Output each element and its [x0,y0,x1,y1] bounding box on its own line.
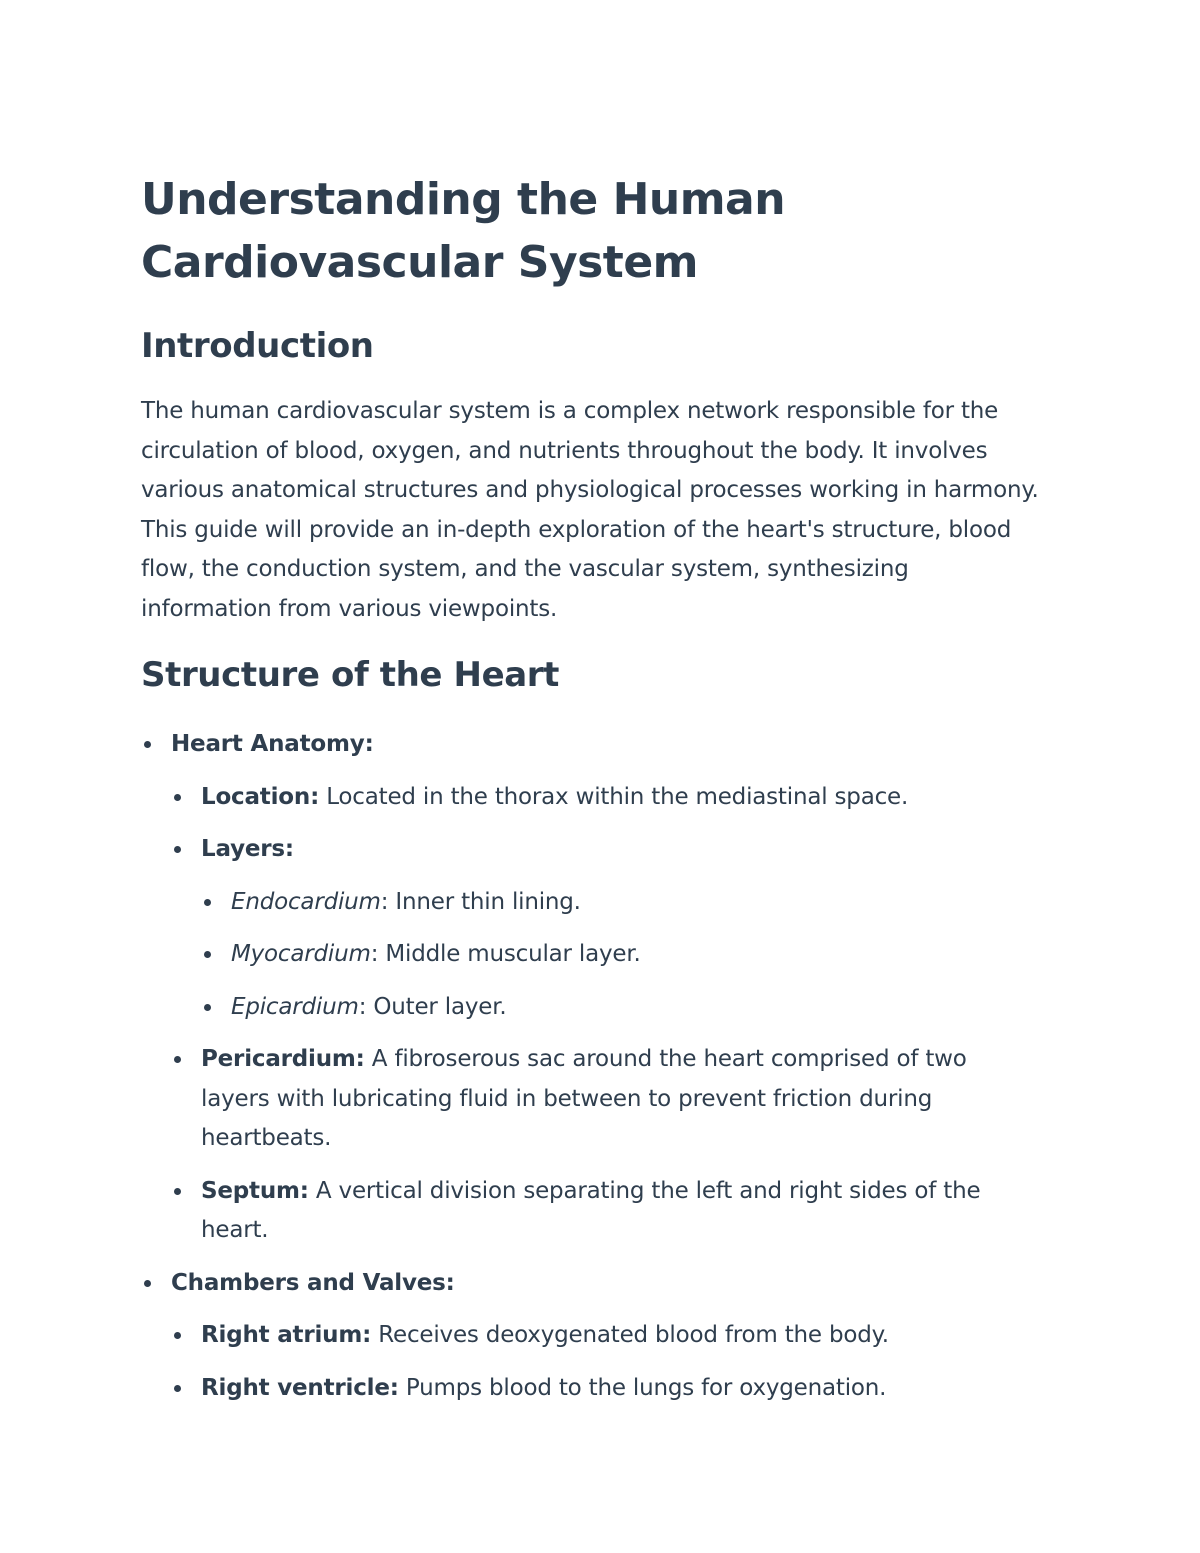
location-term: Location [201,783,311,810]
list-item-right-atrium: Right atrium: Receives deoxygenated blood from the body. [171,1316,1041,1356]
chambers-valves-label: Chambers and Valves [171,1269,446,1296]
structure-heading: Structure of the Heart [141,655,560,695]
pericardium-text: A fibroserous sac around the heart comprised of two layers with lubricating fluid in between to prevent friction during heartbeats. [201,1046,967,1151]
layers-sublist [201,883,1041,1028]
introduction-paragraph: The human cardiovascular system is a complex network responsible for the circulation of blood, oxygen, and nutrients throughout the body. It involves various anatomical structures and physiological processes working in harmony. This guide will provide an in-depth exploration of the heart's structure, blood flow, the conduction system, and the vascular system, synthesizing information from various viewpoints. [141,398,1039,622]
septum-term: Septum [201,1177,300,1204]
pericardium-term: Pericardium [201,1046,356,1072]
myocardium-term: Myocardium [231,941,371,967]
location-text: Located in the thorax within the mediastinal space. [326,783,909,810]
right-atrium-text: Receives deoxygenated blood from the body. [378,1322,889,1348]
heart-anatomy-label: Heart Anatomy [171,731,365,757]
list-item-heart-anatomy: Heart Anatomy: Location: Located in the thorax within the mediastinal space. Layers: Endocardium: Inner thin lining. Myocardium: Middle muscular layer. Epicardium: Outer layer. Pericardium: A fibroserous sac around the heart comprised of two layers with lubricating fluid in between to prevent friction during heartbeats. Septum: A vertical division separating the left and right sides of the heart. [141,725,1041,1251]
list-item-pericardium: Pericardium: A fibroserous sac around the heart comprised of two layers with lubricating fluid in between to prevent friction during heartbeats. [171,1040,1041,1159]
list-item-right-ventricle: Right ventricle: Pumps blood to the lungs for oxygenation. [171,1369,1041,1409]
endocardium-term: Endocardium [231,888,381,915]
title-line-1: Understanding the Human [141,174,786,225]
right-atrium-term: Right atrium [201,1322,363,1348]
epicardium-text: Outer layer. [373,993,507,1020]
list-item-endocardium: Endocardium: Inner thin lining. [201,883,1041,923]
layers-label: Layers [201,836,285,862]
list-item-chambers-valves: Chambers and Valves: Right atrium: Receives deoxygenated blood from the body. Right ventricle: Pumps blood to the lungs for oxygenation. [141,1264,1041,1409]
list-item-myocardium: Myocardium: Middle muscular layer. [201,935,1041,975]
list-item-epicardium: Epicardium: Outer layer. [201,988,1041,1028]
document-page [141,168,1041,1408]
page-title [141,168,1041,294]
endocardium-text: Inner thin lining. [395,888,581,915]
right-ventricle-term: Right ventricle [201,1374,390,1401]
list-item-septum: Septum: A vertical division separating the left and right sides of the heart. [171,1172,1041,1251]
structure-list [141,725,1041,1408]
chambers-sublist [171,1316,1041,1408]
septum-text: A vertical division separating the left and right sides of the heart. [201,1177,981,1243]
myocardium-text: Middle muscular layer. [385,941,641,967]
list-item-layers: Layers: Endocardium: Inner thin lining. Myocardium: Middle muscular layer. Epicardium: Outer layer. [171,830,1041,1027]
introduction-heading: Introduction [141,326,374,366]
list-item-location: Location: Located in the thorax within the mediastinal space. [171,778,1041,818]
right-ventricle-text: Pumps blood to the lungs for oxygenation. [405,1374,887,1401]
title-line-2: Cardiovascular System [141,237,699,288]
heart-anatomy-sublist [171,778,1041,1251]
epicardium-term: Epicardium [231,993,359,1020]
